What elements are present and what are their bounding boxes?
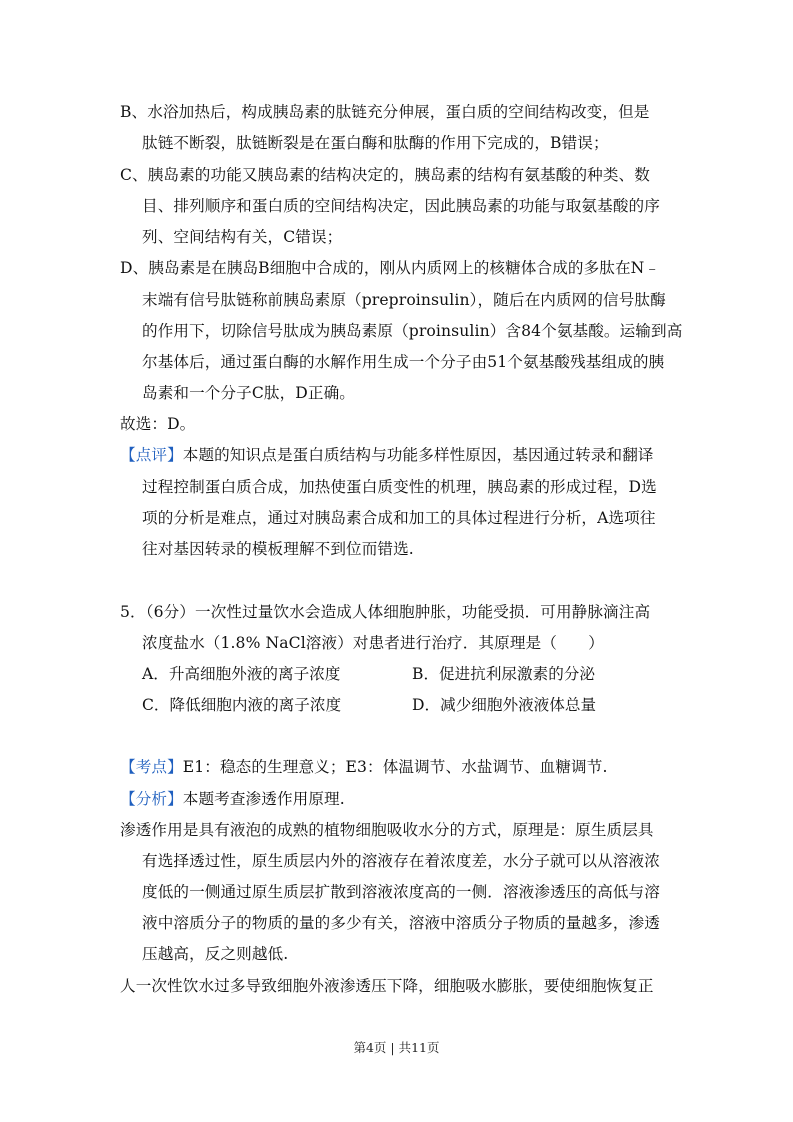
osmosis-line-2: 有选择透过性，原生质层内外的溶液存在着浓度差，水分子就可以从溶液浓 (142, 852, 660, 870)
fenxi-tag: 【分析】 (120, 790, 183, 808)
comment-text-1: 本题的知识点是蛋白质结构与功能多样性原因，基因通过转录和翻译 (182, 446, 654, 464)
option-d: D．减少细胞外液液体总量 (412, 696, 597, 714)
fenxi-text: 本题考查渗透作用原理. (182, 790, 345, 808)
paragraph-b-line-1: B、水浴加热后，构成胰岛素的肽链充分伸展，蛋白质的空间结构改变，但是 (120, 103, 650, 121)
question-5-line-2: 浓度盐水（1.8% NaCl溶液）对患者进行治疗．其原理是（ ） (142, 634, 604, 652)
option-a: A．升高细胞外液的离子浓度 (142, 665, 341, 683)
paragraph-d-line-3: 的作用下，切除信号肽成为胰岛素原（proinsulin）含84个氨基酸。运输到高 (142, 322, 683, 340)
option-c: C．降低细胞内液的离子浓度 (142, 696, 342, 714)
paragraph-c-line-2: 目、排列顺序和蛋白质的空间结构决定，因此胰岛素的功能与取氨基酸的序 (142, 197, 660, 215)
comment-tag: 【点评】 (120, 446, 183, 464)
comment-line-4: 往对基因转录的模板理解不到位而错选. (142, 540, 414, 558)
comment-line-1 (120, 445, 654, 465)
paragraph-d-line-4: 尔基体后，通过蛋白酶的水解作用生成一个分子由51个氨基酸残基组成的胰 (142, 353, 665, 371)
question-5-line-1: 5．（6分）一次性过量饮水会造成人体细胞肿胀，功能受损．可用静脉滴注高 (120, 603, 651, 621)
osmosis-line-4: 液中溶质分子的物质的量的多少有关，溶液中溶质分子物质的量越多，渗透 (142, 914, 660, 932)
fenxi-line (120, 789, 345, 809)
osmosis-line-3: 度低的一侧通过原生质层扩散到溶液浓度高的一侧．溶液渗透压的高低与溶 (142, 883, 660, 901)
paragraph-c-line-1: C、胰岛素的功能又胰岛素的结构决定的，胰岛素的结构有氨基酸的种类、数 (120, 166, 650, 184)
paragraph-d-line-1: D、胰岛素是在胰岛B细胞中合成的，刚从内质网上的核糖体合成的多肽在N﹣ (120, 259, 661, 277)
last-line: 人一次性饮水过多导致细胞外液渗透压下降，细胞吸水膨胀，要使细胞恢复正 (120, 977, 654, 995)
answer-line: 故选：D。 (120, 415, 196, 433)
kaodian-text: E1：稳态的生理意义；E3：体温调节、水盐调节、血糖调节. (182, 758, 608, 776)
comment-line-3: 项的分析是难点，通过对胰岛素合成和加工的具体过程进行分析，A选项往 (142, 509, 656, 527)
paragraph-d-line-5: 岛素和一个分子C肽，D正确。 (142, 384, 355, 402)
kaodian-tag: 【考点】 (120, 758, 183, 776)
paragraph-b-line-2: 肽链不断裂，肽链断裂是在蛋白酶和肽酶的作用下完成的，B错误； (142, 134, 609, 152)
paragraph-c-line-3: 列、空间结构有关，C错误； (142, 228, 343, 246)
page-footer: 第4页 | 共11页 (353, 1040, 440, 1055)
kaodian-line (120, 757, 608, 777)
osmosis-line-5: 压越高，反之则越低. (142, 945, 289, 963)
osmosis-line-1: 渗透作用是具有液泡的成熟的植物细胞吸收水分的方式，原理是：原生质层具 (120, 821, 654, 839)
comment-line-2: 过程控制蛋白质合成，加热使蛋白质变性的机理，胰岛素的形成过程，D选 (142, 478, 657, 496)
paragraph-d-line-2: 末端有信号肽链称前胰岛素原（preproinsulin），随后在内质网的信号肽酶 (142, 291, 666, 309)
option-b: B．促进抗利尿激素的分泌 (412, 665, 595, 683)
